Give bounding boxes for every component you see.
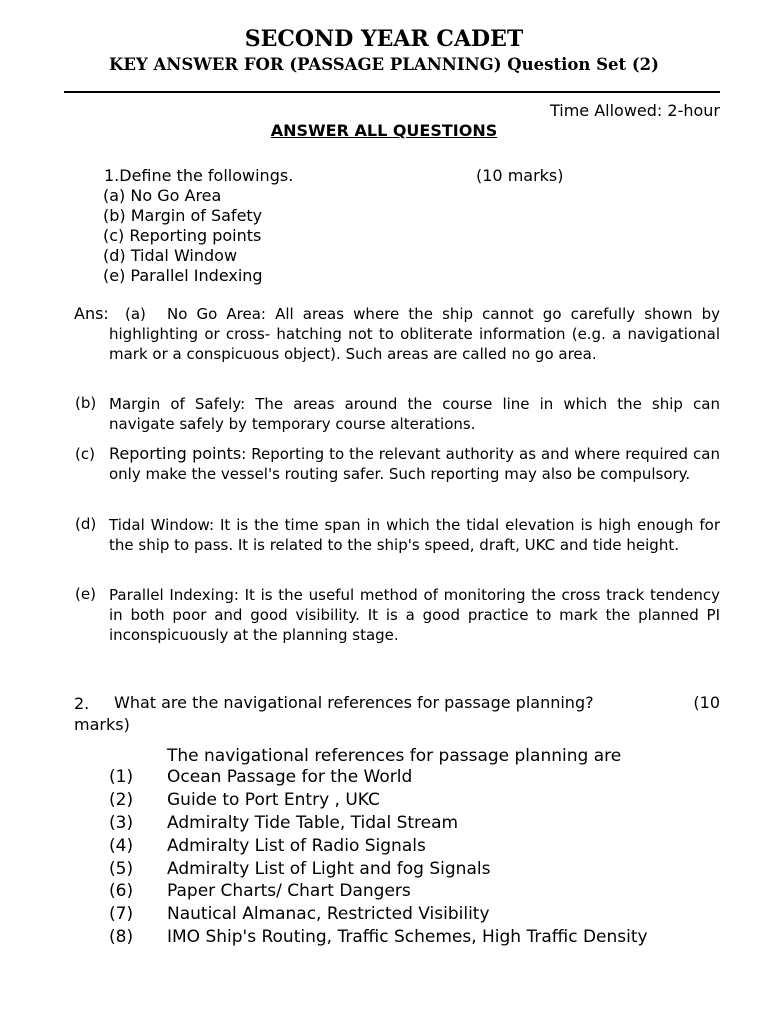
time-allowed: Time Allowed: 2-hour xyxy=(549,101,720,120)
reference-num: (4) xyxy=(109,836,134,856)
reference-num: (7) xyxy=(109,904,134,924)
q2-number: 2. xyxy=(74,694,90,713)
title-divider xyxy=(64,91,720,93)
reference-num: (3) xyxy=(109,813,134,833)
q1-item: (a) No Go Area xyxy=(103,186,222,205)
reference-item: Admiralty List of Light and fog Signals xyxy=(167,859,491,879)
answer-label: (b) xyxy=(75,394,97,412)
reference-num: (8) xyxy=(109,927,134,947)
answer-label: (e) xyxy=(75,585,96,603)
q1-item: (e) Parallel Indexing xyxy=(103,266,263,285)
answer-text: Margin of Safely: The areas around the course line in which the ship can navigate safely by temporary course alterations. xyxy=(109,395,720,433)
reference-item: IMO Ship's Routing, Traffic Schemes, High Traffic Density xyxy=(167,927,648,947)
reference-num: (1) xyxy=(109,767,134,787)
q2-marks-cont: marks) xyxy=(74,715,130,734)
answer-body: : Reporting to the relevant authority as and where required can only make the vessel's routing safer. Such reporting may also be compulsory. xyxy=(109,445,720,483)
page-title: SECOND YEAR CADET xyxy=(244,26,524,52)
page-subtitle: KEY ANSWER FOR (PASSAGE PLANNING) Question Set (2) xyxy=(109,55,659,74)
reference-num: (6) xyxy=(109,881,134,901)
answer-label: (c) xyxy=(75,445,95,463)
reference-item: Nautical Almanac, Restricted Visibility xyxy=(167,904,490,924)
reference-item: Paper Charts/ Chart Dangers xyxy=(167,881,411,901)
q1-marks: (10 marks) xyxy=(476,166,564,185)
answer-text: Tidal Window: It is the time span in which the tidal elevation is high enough for the ship to pass. It is related to the ship's speed, draft, UKC and tide height. xyxy=(109,516,720,554)
instruction: ANSWER ALL QUESTIONS xyxy=(270,121,498,140)
reference-item: Admiralty Tide Table, Tidal Stream xyxy=(167,813,459,833)
q1-item: (d) Tidal Window xyxy=(103,246,238,265)
q2-question: What are the navigational references for passage planning? xyxy=(114,693,594,712)
reference-item: Guide to Port Entry , UKC xyxy=(167,790,380,810)
reference-num: (5) xyxy=(109,859,134,879)
answer-text: No Go Area: All areas where the ship cannot go carefully shown by highlighting or cross- hatching not to obliterate information (e.g. a navigational mark or a conspicuous object). Such areas are called no go area. xyxy=(109,305,720,363)
q2-marks: (10 xyxy=(693,693,720,712)
answer-label: (d) xyxy=(75,515,97,533)
q2-intro: The navigational references for passage planning are xyxy=(167,746,622,766)
reference-item: Admiralty List of Radio Signals xyxy=(167,836,426,856)
answer-text xyxy=(109,444,720,484)
answer-label: (a) xyxy=(125,305,146,323)
q1-item: (c) Reporting points xyxy=(103,226,262,245)
answer-heading: Reporting points xyxy=(109,444,242,463)
answer-text: Parallel Indexing: It is the useful method of monitoring the cross track tendency in both poor and good visibility. It is a good practice to mark the planned PI inconspicuously at the planning stage. xyxy=(109,586,720,644)
reference-num: (2) xyxy=(109,790,134,810)
q1-question: 1.Define the followings. xyxy=(104,166,294,185)
ans-prefix: Ans: xyxy=(74,304,109,323)
q1-item: (b) Margin of Safety xyxy=(103,206,263,225)
reference-item: Ocean Passage for the World xyxy=(167,767,413,787)
